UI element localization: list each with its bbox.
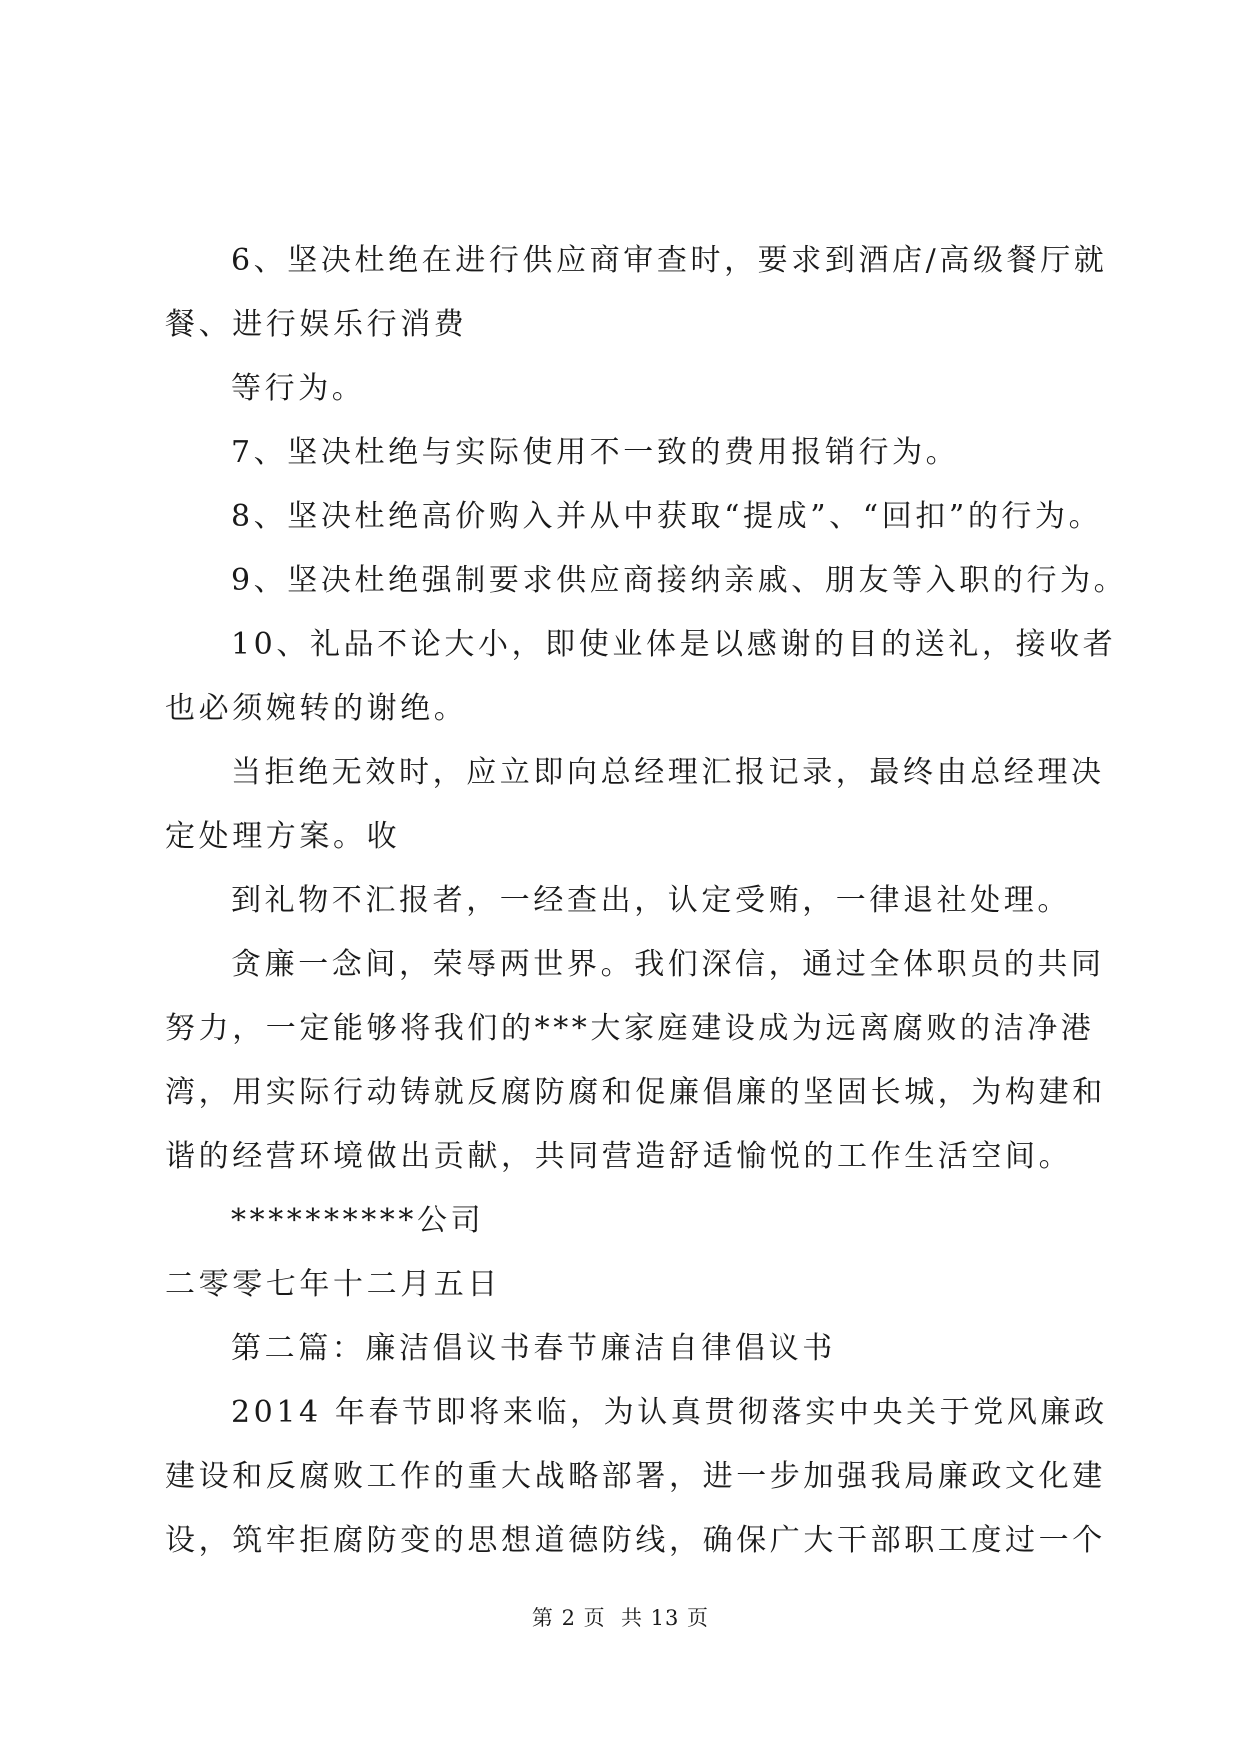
paragraph-line: 6、坚决杜绝在进行供应商审查时，要求到酒店/高级餐厅就 (231, 243, 1108, 278)
signature-date: 二零零七年十二月五日 (165, 1267, 501, 1302)
paragraph-line: 2014 年春节即将来临，为认真贯彻落实中央关于党风廉政 (231, 1395, 1108, 1430)
paragraph-line: 9、坚决杜绝强制要求供应商接纳亲戚、朋友等入职的行为。 (231, 563, 1128, 598)
page-footer: 第 2 页 共 13 页 (531, 1606, 710, 1630)
paragraph-line: 7、坚决杜绝与实际使用不一致的费用报销行为。 (231, 435, 960, 470)
paragraph-line: 谐的经营环境做出贡献，共同营造舒适愉悦的工作生活空间。 (165, 1139, 1073, 1174)
paragraph-line: 到礼物不汇报者，一经查出，认定受贿，一律退社处理。 (231, 883, 1071, 918)
paragraph-line: 努力，一定能够将我们的***大家庭建设成为远离腐败的洁净港 (165, 1011, 1095, 1046)
paragraph-line: 贪廉一念间，荣辱两世界。我们深信，通过全体职员的共同 (231, 947, 1105, 982)
paragraph-line: 8、坚决杜绝高价购入并从中获取“提成”、“回扣”的行为。 (231, 499, 1103, 534)
paragraph-line: 等行为。 (231, 371, 366, 406)
paragraph-line: 定处理方案。收 (165, 819, 401, 854)
document-body (165, 229, 1128, 1573)
paragraph-line: 设，筑牢拒腐防变的思想道德防线，确保广大干部职工度过一个 (165, 1523, 1106, 1558)
paragraph-line: 餐、进行娱乐行消费 (165, 307, 468, 342)
section-heading: 第二篇：廉洁倡议书春节廉洁自律倡议书 (231, 1331, 836, 1366)
paragraph-line: 建设和反腐败工作的重大战略部署，进一步加强我局廉政文化建 (165, 1459, 1106, 1494)
company-signature: **********公司 (231, 1203, 485, 1238)
paragraph-line: 当拒绝无效时，应立即向总经理汇报记录，最终由总经理决 (231, 755, 1105, 790)
paragraph-line: 也必须婉转的谢绝。 (165, 691, 468, 726)
paragraph-line: 10、礼品不论大小，即使业体是以感谢的目的送礼，接收者 (231, 627, 1117, 662)
paragraph-line: 湾，用实际行动铸就反腐防腐和促廉倡廉的坚固长城，为构建和 (165, 1075, 1106, 1110)
